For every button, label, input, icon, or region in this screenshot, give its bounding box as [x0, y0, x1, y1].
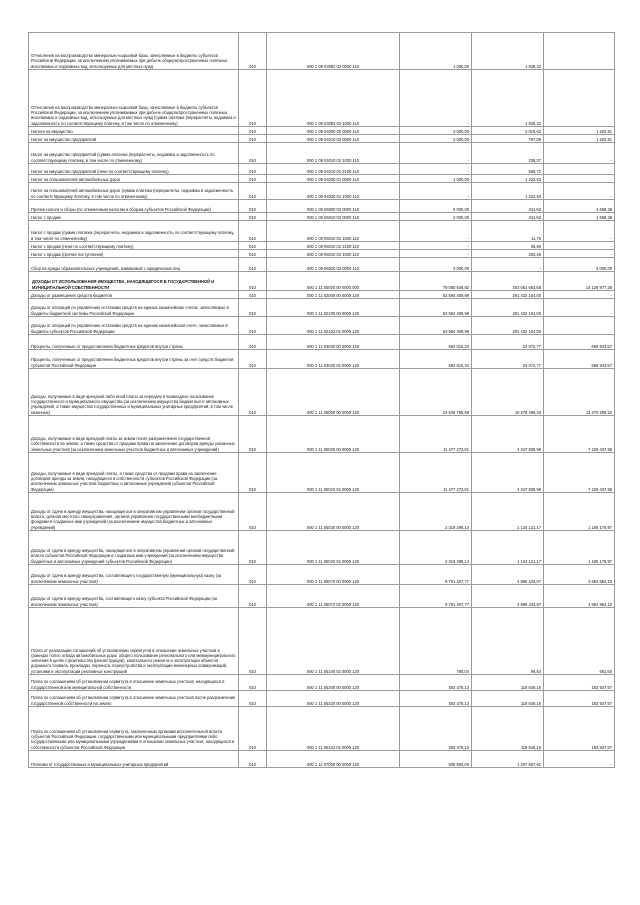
row-line-code-cell: 010 [239, 70, 267, 127]
table-row [29, 221, 615, 242]
row-unexecuted-amount-cell: 7 229 437,95 [544, 416, 615, 453]
row-budget-code-cell: 000 1 11 02100 00 0000 120 [267, 299, 400, 317]
row-budget-code-cell: 000 1 09 06010 02 0000 110 [267, 213, 400, 221]
table-row [29, 272, 615, 291]
table-row [29, 493, 615, 531]
row-approved-amount-cell: - [400, 164, 472, 175]
row-budget-code-cell: 000 1 09 04030 01 0000 110 [267, 175, 400, 183]
row-approved-amount-cell: - [400, 143, 472, 164]
row-unexecuted-amount-cell: - [544, 250, 615, 258]
row-approved-amount-cell: 11 477 273,91 [400, 453, 472, 493]
table-row [29, 242, 615, 250]
row-approved-amount-cell: 9 751 407,77 [400, 565, 472, 585]
row-approved-amount-cell: - [400, 242, 472, 250]
row-executed-amount-cell: 1 134 121,17 [472, 493, 544, 531]
row-approved-amount-cell: 2 000,00 [400, 135, 472, 143]
row-name-cell: Плата по соглашениям об установлении сервитута в отношении земельных участков после разграничения государственной собственности на землю [29, 691, 239, 707]
row-budget-code-cell: 000 1 11 05030 00 0000 120 [267, 493, 400, 531]
row-approved-amount-cell: 2 000,00 [400, 213, 472, 221]
row-budget-code-cell: 000 1 11 05072 02 0000 120 [267, 585, 400, 608]
budget-revenue-table [28, 32, 615, 768]
row-name-cell: ДОХОДЫ ОТ ИСПОЛЬЗОВАНИЯ ИМУЩЕСТВА, НАХОДЯЩЕГОСЯ В ГОСУДАРСТВЕННОЙ И МУНИЦИПАЛЬНОЙ СОБСТВЕННОСТИ [29, 272, 239, 291]
row-approved-amount-cell: - [400, 250, 472, 258]
row-executed-amount-cell: 238,37 [472, 143, 544, 164]
row-name-cell: Доходы от размещения средств бюджетов [29, 291, 239, 299]
row-line-code-cell: 010 [239, 183, 267, 200]
row-line-code-cell: 010 [239, 164, 267, 175]
row-executed-amount-cell: 1 828,22 [472, 33, 544, 70]
row-line-code-cell: 010 [239, 221, 267, 242]
row-name-cell: Плата от реализации соглашений об установлении сервитутов в отношении земельных участков в границах полос отвода автомобильных дорог общего пользования регионального или межмуниципального значения в целях строительства (реконструкции), капитального ремонта и эксплуатации объектов дорожного сервиса, прокладки, переноса, переустройства и эксплуатации инженерных коммуникаций, установки и эксплуатации рекламных конструкций [29, 608, 239, 675]
row-approved-amount-cell: 780,04 [400, 608, 472, 675]
row-executed-amount-cell: 119 540,16 [472, 691, 544, 707]
table-row [29, 183, 615, 200]
row-approved-amount-cell: - [400, 221, 472, 242]
row-approved-amount-cell: 303 478,13 [400, 675, 472, 691]
row-line-code-cell: 010 [239, 291, 267, 299]
row-name-cell: Доходы, получаемые в виде арендной платы за земли после разграничения государственной собственности на землю, а также средства от продажи права на заключение договоров аренды указанных земельных участков (за исключением земельных участков бюджетных и автономных учреждений) [29, 416, 239, 453]
row-unexecuted-amount-cell: 1 202,91 [544, 127, 615, 135]
row-line-code-cell: 010 [239, 453, 267, 493]
row-budget-code-cell: 000 1 11 05022 02 0000 120 [267, 453, 400, 493]
row-unexecuted-amount-cell: 681,50 [544, 608, 615, 675]
row-approved-amount-cell: - [400, 183, 472, 200]
row-name-cell: Доходы от сдачи в аренду имущества, находящегося в оперативном управлении органов государственной власти, органов местного самоуправления, органов управления государственными внебюджетными фондами и созданных ими учреждений (за исключением имущества бюджетных и автономных учреждений) [29, 493, 239, 531]
row-executed-amount-cell: 303 061 653,58 [472, 272, 544, 291]
row-unexecuted-amount-cell: 1 185 176,97 [544, 493, 615, 531]
row-line-code-cell: 010 [239, 213, 267, 221]
row-line-code-cell: 010 [239, 608, 267, 675]
row-line-code-cell: 010 [239, 258, 267, 272]
row-approved-amount-cell: 1 000,00 [400, 33, 472, 70]
row-line-code-cell: 010 [239, 242, 267, 250]
table-row [29, 416, 615, 453]
row-name-cell: Прочие налоги и сборы (по отмененным налогам и сборам субъектов Российской Федерации) [29, 200, 239, 213]
row-line-code-cell: 010 [239, 335, 267, 350]
row-name-cell: Отчисления на воспроизводство минерально-сырьевой базы, зачисляемые в бюджеты субъектов Российской Федерации, за исключением уплачиваемых при добыче общераспространенных полезных ископаемых и подземных вод, используемых для местных нужд [29, 33, 239, 70]
row-unexecuted-amount-cell: - [544, 221, 615, 242]
row-unexecuted-amount-cell: - [544, 751, 615, 768]
row-budget-code-cell: 000 1 09 03082 02 0000 110 [267, 33, 400, 70]
row-name-cell: Налог с продаж (прочие поступления) [29, 250, 239, 258]
row-line-code-cell: 010 [239, 707, 267, 751]
row-unexecuted-amount-cell: 4 658,38 [544, 200, 615, 213]
row-approved-amount-cell: 303 478,13 [400, 707, 472, 751]
row-budget-code-cell: 000 1 09 06020 02 0000 110 [267, 258, 400, 272]
table-row [29, 175, 615, 183]
row-line-code-cell: 010 [239, 33, 267, 70]
row-name-cell: Платежи от государственных и муниципальных унитарных предприятий [29, 751, 239, 768]
row-line-code-cell: 010 [239, 200, 267, 213]
row-budget-code-cell: 000 1 11 00000 00 0000 000 [267, 272, 400, 291]
row-executed-amount-cell: 23 072,77 [472, 350, 544, 369]
row-name-cell: Налог на имущество предприятий (сумма платежа (перерасчеты, недоимка и задолженность по соответствующему платежу, в том числе по отмененному) [29, 143, 239, 164]
row-name-cell: Доходы, получаемые в виде арендной либо иной платы за передачу в возмездное пользование государственного и муниципального имущества (за исключением имущества бюджетных и автономных учреждений, а также имущества государственных и муниципальных унитарных предприятий, в том числе казенных) [29, 369, 239, 416]
row-name-cell: Налоги на имущество [29, 127, 239, 135]
row-executed-amount-cell: 23 072,77 [472, 335, 544, 350]
row-line-code-cell: 010 [239, 675, 267, 691]
row-budget-code-cell: 000 1 11 03000 00 0000 120 [267, 335, 400, 350]
table-row [29, 369, 615, 416]
row-unexecuted-amount-cell: 4 854 964,10 [544, 565, 615, 585]
row-approved-amount-cell: 2 319 298,14 [400, 531, 472, 565]
row-executed-amount-cell: 291 432 104,00 [472, 299, 544, 317]
row-executed-amount-cell: 797,09 [472, 135, 544, 143]
row-budget-code-cell: 000 1 09 06000 02 0000 110 [267, 200, 400, 213]
table-row [29, 291, 615, 299]
row-unexecuted-amount-cell: - [544, 175, 615, 183]
row-executed-amount-cell: 36,60 [472, 242, 544, 250]
row-unexecuted-amount-cell: - [544, 183, 615, 200]
row-name-cell: Доходы, получаемые в виде арендной платы, а также средства от продажи права на заключение договоров аренды за земли, находящиеся в собственности субъектов Российской Федерации (за исключением земельных участков бюджетных и автономных учреждений субъектов Российской Федерации) [29, 453, 239, 493]
row-approved-amount-cell: 303 478,13 [400, 691, 472, 707]
table-row [29, 453, 615, 493]
row-budget-code-cell: 000 1 11 02000 00 0000 120 [267, 291, 400, 299]
row-unexecuted-amount-cell: 1 185 176,97 [544, 531, 615, 565]
row-name-cell: Проценты, полученные от предоставления бюджетных кредитов внутри страны [29, 335, 239, 350]
row-unexecuted-amount-cell: 3 000,00 [544, 258, 615, 272]
row-unexecuted-amount-cell: 669 943,57 [544, 335, 615, 350]
row-budget-code-cell: 000 1 09 06010 02 4000 110 [267, 250, 400, 258]
row-budget-code-cell: 000 1 11 07000 00 0000 120 [267, 751, 400, 768]
row-budget-code-cell: 000 1 11 02102 02 0000 120 [267, 317, 400, 335]
row-unexecuted-amount-cell: 4 854 964,10 [544, 585, 615, 608]
row-unexecuted-amount-cell: - [544, 70, 615, 127]
row-unexecuted-amount-cell: 7 229 437,95 [544, 453, 615, 493]
table-row [29, 531, 615, 565]
row-approved-amount-cell: 693 016,34 [400, 335, 472, 350]
row-approved-amount-cell: 935 500,00 [400, 751, 472, 768]
row-budget-code-cell: 000 1 09 04000 00 0000 110 [267, 127, 400, 135]
table-row [29, 70, 615, 127]
row-unexecuted-amount-cell: 669 943,57 [544, 350, 615, 369]
row-line-code-cell: 010 [239, 317, 267, 335]
row-budget-code-cell: 000 1 09 06010 02 2100 110 [267, 242, 400, 250]
row-line-code-cell: 010 [239, 250, 267, 258]
table-row [29, 691, 615, 707]
row-approved-amount-cell: 5 000,00 [400, 200, 472, 213]
table-row [29, 33, 615, 70]
row-line-code-cell: 010 [239, 493, 267, 531]
table-row [29, 608, 615, 675]
row-approved-amount-cell: 23 548 758,68 [400, 369, 472, 416]
row-name-cell: Налог на имущество предприятий [29, 135, 239, 143]
row-unexecuted-amount-cell: 183 937,97 [544, 675, 615, 691]
row-budget-code-cell: 000 1 09 06010 02 1000 110 [267, 221, 400, 242]
table-row [29, 200, 615, 213]
row-executed-amount-cell: 11,76 [472, 221, 544, 242]
row-line-code-cell: 010 [239, 127, 267, 135]
row-name-cell: Налог с продаж [29, 213, 239, 221]
row-budget-code-cell: 000 1 11 05070 00 0000 120 [267, 565, 400, 585]
row-unexecuted-amount-cell: 1 658,38 [544, 213, 615, 221]
table-row [29, 258, 615, 272]
row-approved-amount-cell: 1 000,00 [400, 175, 472, 183]
row-approved-amount-cell: 53 594 409,99 [400, 291, 472, 299]
row-unexecuted-amount-cell: 183 937,97 [544, 691, 615, 707]
row-line-code-cell: 010 [239, 691, 267, 707]
table-row [29, 213, 615, 221]
table-row [29, 143, 615, 164]
row-name-cell: Доходы от операций по управлению остатками средств на единых казначейских счетах, зачисляемые в бюджеты бюджетной системы Российской Федерации [29, 299, 239, 317]
row-name-cell: Отчисления на воспроизводство минерально-сырьевой базы, зачисляемые в бюджеты субъектов Российской Федерации, за исключением уплачиваемых при добыче общераспространенных полезных ископаемых и подземных вод, используемых для местных нужд (сумма платежа (перерасчеты, недоимка и задолженность по соответствующему платежу, в том числе по отмененному) [29, 70, 239, 127]
row-executed-amount-cell: 10 278 499,34 [472, 369, 544, 416]
table-row [29, 299, 615, 317]
row-approved-amount-cell: 9 751 407,77 [400, 585, 472, 608]
row-executed-amount-cell: 1 222,53 [472, 175, 544, 183]
row-approved-amount-cell: 3 000,00 [400, 127, 472, 135]
row-approved-amount-cell: 693 016,34 [400, 350, 472, 369]
table-row [29, 127, 615, 135]
row-executed-amount-cell: 1 134 121,17 [472, 531, 544, 565]
row-unexecuted-amount-cell: - [544, 299, 615, 317]
row-approved-amount-cell: 79 080 549,82 [400, 272, 472, 291]
row-unexecuted-amount-cell: - [544, 164, 615, 175]
table-row [29, 250, 615, 258]
row-budget-code-cell: 000 1 09 04010 02 0000 110 [267, 135, 400, 143]
row-approved-amount-cell: 2 319 298,14 [400, 493, 472, 531]
row-unexecuted-amount-cell: - [544, 291, 615, 299]
row-budget-code-cell: 000 1 11 05320 00 0000 120 [267, 691, 400, 707]
row-unexecuted-amount-cell: 14 128 977,36 [544, 272, 615, 291]
table-body [29, 33, 615, 768]
table-row [29, 317, 615, 335]
row-line-code-cell: 010 [239, 299, 267, 317]
row-approved-amount-cell: 53 594 409,99 [400, 299, 472, 317]
row-approved-amount-cell: - [400, 70, 472, 127]
row-executed-amount-cell: 4 247 835,96 [472, 416, 544, 453]
row-name-cell: Проценты, полученные от предоставления бюджетных кредитов внутри страны за счет средств бюджетов субъектов Российской Федерации [29, 350, 239, 369]
row-line-code-cell: 010 [239, 531, 267, 565]
row-budget-code-cell: 000 1 11 05020 00 0000 120 [267, 416, 400, 453]
row-name-cell: Налог на пользователей автомобильных дорог [29, 175, 239, 183]
row-executed-amount-cell: 4 896 443,67 [472, 585, 544, 608]
row-budget-code-cell: 000 1 09 04010 02 2100 110 [267, 164, 400, 175]
row-executed-amount-cell: - [472, 258, 544, 272]
row-budget-code-cell: 000 1 11 05322 02 0000 120 [267, 707, 400, 751]
table-row [29, 707, 615, 751]
row-executed-amount-cell: 341,62 [472, 213, 544, 221]
row-budget-code-cell: 000 1 11 05000 00 0000 120 [267, 369, 400, 416]
row-name-cell: Налог на пользователей автомобильных дорог (сумма платежа (перерасчеты, недоимка и задолженность по соответствующему платежу, в том числе по отмененному) [29, 183, 239, 200]
row-budget-code-cell: 000 1 11 03020 02 0000 120 [267, 350, 400, 369]
table-row [29, 675, 615, 691]
row-executed-amount-cell: 98,54 [472, 608, 544, 675]
row-unexecuted-amount-cell: - [544, 143, 615, 164]
row-line-code-cell: 010 [239, 416, 267, 453]
row-executed-amount-cell: 1 222,53 [472, 183, 544, 200]
row-budget-code-cell: 000 1 11 05032 02 0000 120 [267, 531, 400, 565]
row-executed-amount-cell: 291 432 104,00 [472, 317, 544, 335]
row-line-code-cell: 010 [239, 175, 267, 183]
row-executed-amount-cell: 291 432 104,00 [472, 291, 544, 299]
table-row [29, 164, 615, 175]
row-executed-amount-cell: 4 247 835,96 [472, 453, 544, 493]
row-name-cell: Доходы от сдачи в аренду имущества, находящегося в оперативном управлении органов государственной власти субъектов Российской Федерации и созданных ими учреждений (за исключением имущества бюджетных и автономных учреждений субъектов Российской Федерации) [29, 531, 239, 565]
row-line-code-cell: 010 [239, 565, 267, 585]
row-name-cell: Доходы от сдачи в аренду имущества, составляющего государственную (муниципальную) казну (за исключением земельных участков) [29, 565, 239, 585]
table-row [29, 565, 615, 585]
row-budget-code-cell: 000 1 09 04030 01 1000 110 [267, 183, 400, 200]
row-line-code-cell: 010 [239, 369, 267, 416]
row-executed-amount-cell: 119 540,16 [472, 707, 544, 751]
row-unexecuted-amount-cell: 13 270 259,52 [544, 369, 615, 416]
row-line-code-cell: 010 [239, 272, 267, 291]
row-budget-code-cell: 000 1 09 03082 02 1000 110 [267, 70, 400, 127]
row-name-cell: Налог с продаж (пени по соответствующему платежу) [29, 242, 239, 250]
row-unexecuted-amount-cell: - [544, 317, 615, 335]
row-executed-amount-cell: 1 828,22 [472, 70, 544, 127]
row-name-cell: Плата по соглашениям об установлении сервитута, заключенным органами исполнительной власти субъектов Российской Федерации, государственными или муниципальными предприятиями либо государственными или муниципальными учреждениями в отношении земельных участков, находящихся в собственности субъектов Российской Федерации [29, 707, 239, 751]
row-approved-amount-cell: 3 000,00 [400, 258, 472, 272]
row-executed-amount-cell: 293,46 [472, 250, 544, 258]
row-executed-amount-cell: 1 207 567,61 [472, 751, 544, 768]
row-name-cell: Доходы от сдачи в аренду имущества, составляющего казну субъекта Российской Федерации (за исключением земельных участков) [29, 585, 239, 608]
table-row [29, 751, 615, 768]
row-unexecuted-amount-cell: 1 202,91 [544, 135, 615, 143]
row-budget-code-cell: 000 1 11 05100 02 0000 120 [267, 608, 400, 675]
row-executed-amount-cell: 341,62 [472, 200, 544, 213]
table-row [29, 135, 615, 143]
row-budget-code-cell: 000 1 11 05300 00 0000 120 [267, 675, 400, 691]
table-row [29, 585, 615, 608]
row-executed-amount-cell: 119 540,16 [472, 675, 544, 691]
row-executed-amount-cell: 558,72 [472, 164, 544, 175]
row-name-cell: Сбор на нужды образовательных учреждений, взимаемый с юридических лиц [29, 258, 239, 272]
table-row [29, 350, 615, 369]
table-row [29, 335, 615, 350]
row-line-code-cell: 010 [239, 585, 267, 608]
row-unexecuted-amount-cell: 183 937,97 [544, 707, 615, 751]
row-line-code-cell: 010 [239, 135, 267, 143]
row-name-cell: Доходы от операций по управлению остатками средств на едином казначейском счете, зачисляемые в бюджеты субъектов Российской Федерации [29, 317, 239, 335]
row-executed-amount-cell: 4 896 443,67 [472, 565, 544, 585]
row-approved-amount-cell: 53 594 409,99 [400, 317, 472, 335]
row-approved-amount-cell: 11 477 273,91 [400, 416, 472, 453]
row-unexecuted-amount-cell: - [544, 242, 615, 250]
row-name-cell: Налог на имущество предприятий (пени по соответствующему платежу) [29, 164, 239, 175]
row-unexecuted-amount-cell [544, 33, 615, 70]
row-line-code-cell: 010 [239, 751, 267, 768]
row-budget-code-cell: 000 1 09 04010 02 1000 110 [267, 143, 400, 164]
row-name-cell: Налог с продаж (сумма платежа (перерасчеты, недоимка и задолженность по соответствующему платежу, в том числе по отмененному) [29, 221, 239, 242]
row-executed-amount-cell: 2 019,62 [472, 127, 544, 135]
row-name-cell: Плата по соглашениям об установлении сервитута в отношении земельных участков, находящихся в государственной или муниципальной собственности [29, 675, 239, 691]
row-line-code-cell: 010 [239, 143, 267, 164]
row-line-code-cell: 010 [239, 350, 267, 369]
